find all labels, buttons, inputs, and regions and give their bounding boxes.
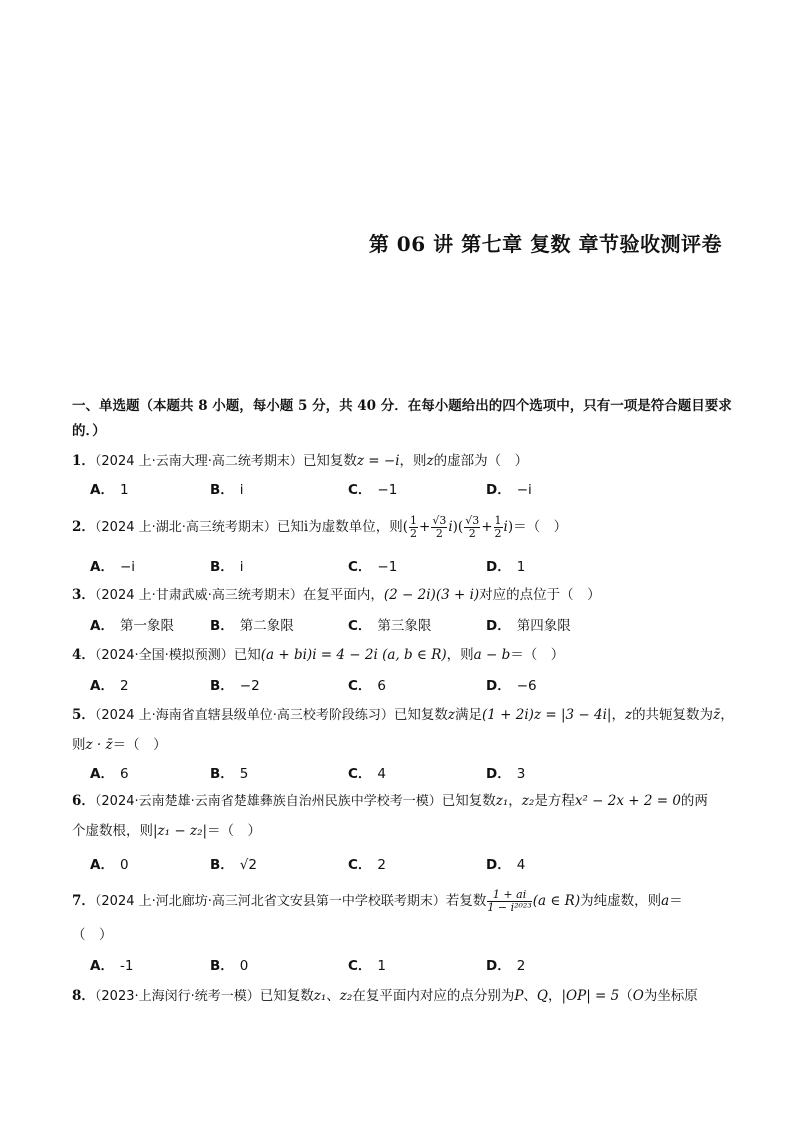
fraction: $\frac{√3}{2}$ [432,514,447,540]
question-text: 已知 [233,647,261,663]
question-text: 在复平面内对应的点分别为 [352,988,515,1004]
question-text: ＝（ ） [510,647,565,663]
math-expression: (2 − 2i)(3 + i) [383,587,480,603]
option-b[interactable]: B． −2 [210,678,260,694]
question-number: 2． [72,519,95,535]
question-text: ， [720,707,734,723]
question-1 [72,450,732,473]
math-expression: (a + bi)i = 4 − 2i (a, b ∈ R) [260,647,447,663]
question-number: 6． [72,793,95,809]
math-expression: z₁ [495,793,509,809]
fraction: $\frac{1}{2}$ [410,514,417,540]
option-d[interactable]: D． −6 [486,678,537,694]
option-b[interactable]: B． i [210,559,244,575]
question-text: （ [619,988,633,1004]
math-expression: Q [536,988,548,1004]
question-text: ＝（ ） [513,519,568,535]
question-text: 若复数 [445,893,487,909]
math-expression: z [447,707,456,723]
section-heading: 一、单选题（本题共 8 小题，每小题 5 分，共 40 分．在每小题给出的四个选项中，只有一项是符合题目要求的．） [72,398,732,439]
option-d[interactable]: D． 1 [486,559,526,575]
question-text: 已知复数 [259,988,314,1004]
question-text: 、 [326,988,340,1004]
option-d[interactable]: D． 4 [486,857,526,873]
question-text: 个虚数根，则 [72,823,153,839]
question-text: 对应的点位于（ ） [479,587,601,603]
math-expression: z [624,707,633,723]
page-title: 第 06 讲 第七章 复数 章节验收测评卷 [368,232,722,256]
options-4 [90,674,730,696]
math-expression: |OP| = 5 [561,988,620,1004]
math-expression: z̄ [713,707,721,723]
math-expression: z₂ [339,988,353,1004]
option-d[interactable]: D． −i [486,482,532,498]
fraction: $\frac{√3}{2}$ [465,514,480,540]
option-a[interactable]: A． 2 [90,678,129,694]
math-expression: a − b [473,647,511,663]
question-source: （2024 上·甘肃武威·高三统考期末） [94,588,303,603]
fraction: $\frac{1 + ai}{\text{1 − i²⁰²³}}$ [487,888,532,914]
question-text: ，则 [399,453,427,469]
math-expression: z₂ [521,793,535,809]
question-number: 5． [72,707,95,723]
options-3 [90,614,730,636]
option-a[interactable]: A． -1 [90,958,134,974]
option-a[interactable]: A． −i [90,559,136,575]
question-text: 的共轭复数为 [632,707,714,723]
option-c[interactable]: C． −1 [348,482,398,498]
fraction: $\frac{1}{2}$ [494,514,502,540]
question-text: ＝（ ） [207,823,262,839]
option-a[interactable]: A． 1 [90,482,129,498]
question-2: 2．（2024 上·湖北·高三统考期末）已知i为虚数单位，则( $\frac{1}{2}$ + $\frac{√3}{2}$ i)( $\frac{√3}{2}$ + $\frac{1}{2}$ i)＝（ ） [72,514,568,540]
question-source: （2024 上·海南省直辖县级单位·高三校考阶段练习） [94,708,394,723]
question-text: 的两 [680,793,708,809]
option-b[interactable]: B． 0 [210,958,249,974]
math-expression: z₁ [313,988,327,1004]
options-5 [90,762,730,784]
question-7-line-2 [72,924,732,946]
question-text: ＝ [669,893,683,909]
option-a[interactable]: A． 6 [90,766,129,782]
question-text: 已知i为虚数单位，则 [276,519,403,535]
options-6 [90,853,730,875]
math-expression: (1 + 2i)z = |3 − 4i| [482,707,612,723]
math-expression: (a ∈ R) [532,893,581,909]
option-c[interactable]: C． 1 [348,958,387,974]
option-d[interactable]: D． 第四象限 [486,618,571,634]
question-text: 满足 [455,707,483,723]
option-b[interactable]: B． i [210,482,244,498]
question-number: 4． [72,647,95,663]
question-8 [72,985,732,1008]
question-text: 、 [523,988,537,1004]
option-c[interactable]: C． 4 [348,766,387,782]
question-text: 已知复数 [393,707,448,723]
math-expression: a [661,893,670,909]
question-source: （2024 上·云南大理·高二统考期末） [94,454,303,469]
question-text: 的虚部为（ ） [433,453,529,469]
question-4 [72,644,732,667]
question-number: 1． [72,453,95,469]
math-expression: x² − 2x + 2 = 0 [574,793,681,809]
options-7 [90,954,730,976]
options-2 [90,555,730,577]
question-source: （2023·上海闵行·统考一模） [94,989,260,1004]
option-b[interactable]: B． 第二象限 [210,618,294,634]
question-text: 在复平面内， [302,587,384,603]
question-6-line-2 [72,820,732,842]
option-d[interactable]: D． 2 [486,958,526,974]
option-a[interactable]: A． 0 [90,857,129,873]
question-source: （2024 上·河北廊坊·高三河北省文安县第一中学校联考期末） [94,894,446,909]
option-c[interactable]: C． 2 [348,857,387,873]
question-7 [72,886,732,917]
question-source: （2024·全国·模拟预测） [94,648,234,663]
question-number: 3． [72,587,95,603]
question-number: 7． [72,893,95,909]
option-b[interactable]: B． 5 [210,766,249,782]
math-expression: P [514,988,524,1004]
math-expression: z [426,453,434,469]
math-expression: |z₁ − z₂| [153,823,208,839]
question-text: ，则 [446,647,474,663]
question-text: ＝（ ） [112,737,167,753]
question-text: 是方程 [534,793,575,809]
question-source: （2024·云南楚雄·云南省楚雄彝族自治州民族中学校考一模） [94,794,442,809]
question-text: 已知复数 [441,793,496,809]
question-3 [72,584,732,607]
question-5-line-2 [72,734,732,756]
question-text: ， [611,707,625,723]
question-text: 则 [72,737,86,753]
question-text: （ ） [72,927,113,943]
question-source: （2024 上·湖北·高三统考期末） [94,520,277,535]
question-text: ， [508,793,522,809]
math-expression: z · z̄ [85,737,113,753]
question-text: 为纯虚数，则 [580,893,662,909]
option-c[interactable]: C． −1 [348,559,398,575]
option-a[interactable]: A． 第一象限 [90,618,174,634]
math-expression: z = −i [356,453,400,469]
math-expression: O [632,988,644,1004]
question-text: ， [548,988,562,1004]
question-text: 已知复数 [302,453,357,469]
question-5 [72,704,732,727]
options-1 [90,478,730,500]
question-number: 8． [72,988,95,1004]
question-6 [72,790,732,813]
option-b[interactable]: B． √2 [210,857,257,873]
option-d[interactable]: D． 3 [486,766,526,782]
question-text: 为坐标原 [643,988,698,1004]
option-c[interactable]: C． 第三象限 [348,618,432,634]
option-c[interactable]: C． 6 [348,678,387,694]
